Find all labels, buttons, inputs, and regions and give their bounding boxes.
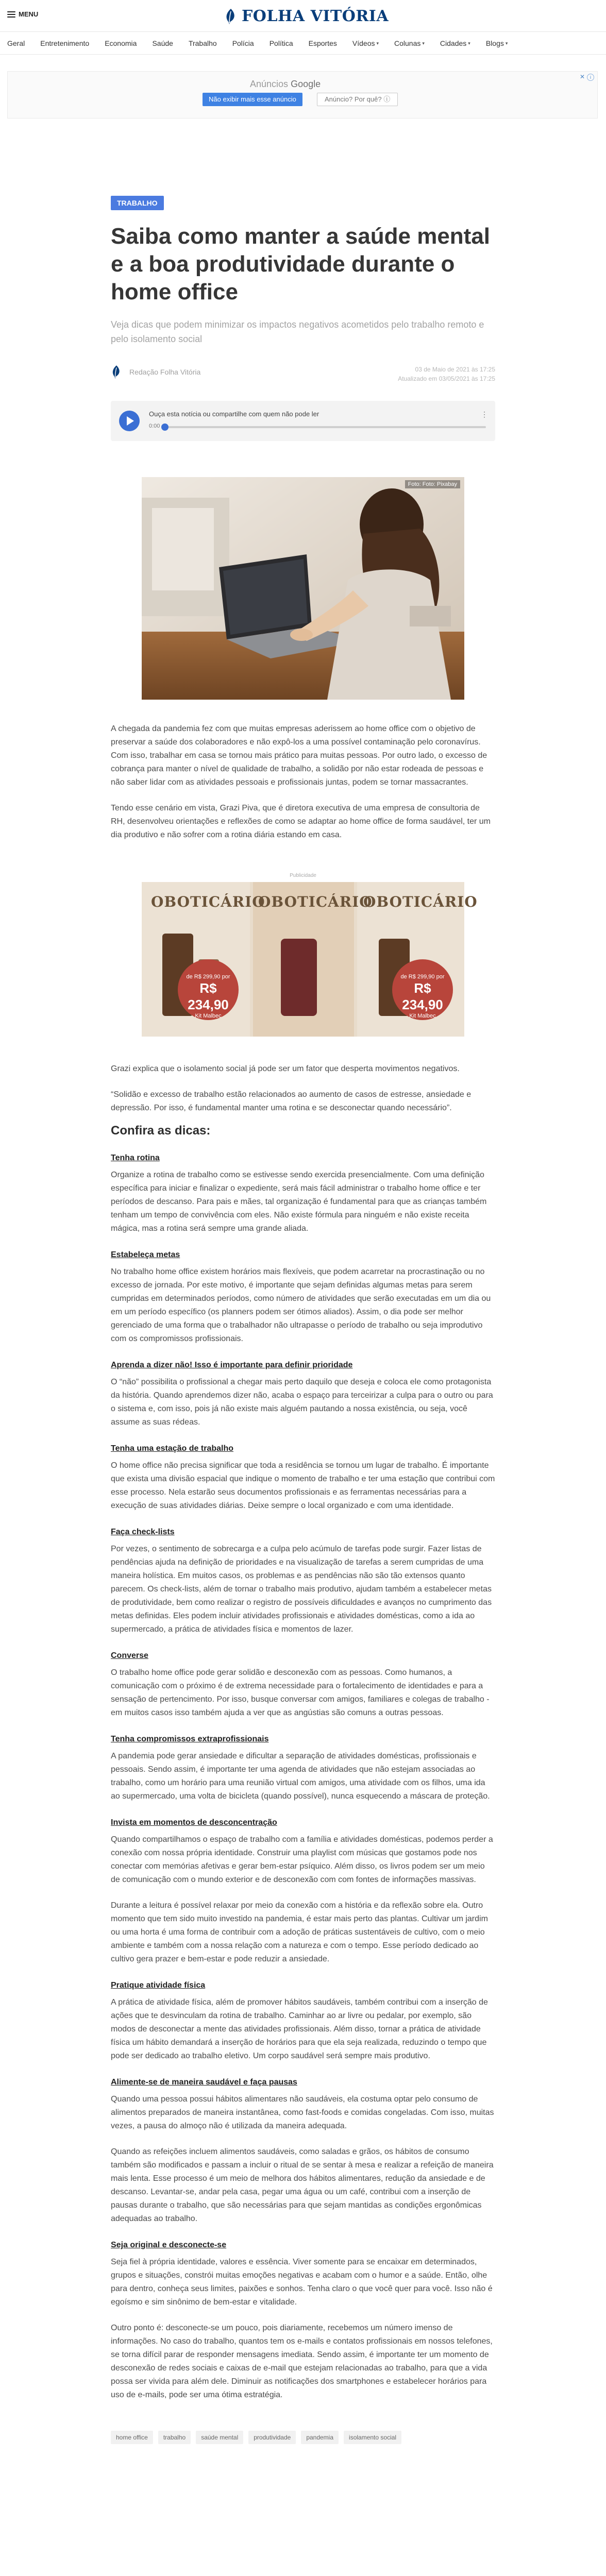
- tip-title: Alimente-se de maneira saudável e faça pausas: [111, 2078, 297, 2087]
- chevron-down-icon: ▾: [376, 40, 379, 46]
- top-ad: [7, 71, 598, 118]
- ad-brand-2: OBOTICÁRIO: [258, 893, 373, 910]
- category-badge[interactable]: TRABALHO: [111, 196, 164, 210]
- tip-title: Pratique atividade física: [111, 1981, 206, 1990]
- tag-link[interactable]: trabalho: [158, 2431, 191, 2444]
- article-subtitle: Veja dicas que podem minimizar os impactos negativos acometidos pelo trabalho remoto e pelo isolamento social: [111, 319, 484, 344]
- ad-brand-1: OBOTICÁRIO: [151, 893, 265, 910]
- tag-link[interactable]: produtividade: [248, 2431, 296, 2444]
- date-updated: Atualizado em 03/05/2021 às 17:25: [398, 375, 495, 382]
- tag-link[interactable]: pandemia: [301, 2431, 339, 2444]
- tip-title: Faça check-lists: [111, 1528, 175, 1536]
- player-progress-knob[interactable]: [161, 423, 169, 431]
- ad-close-icon[interactable]: ✕: [579, 73, 585, 80]
- tip-paragraph: A pandemia pode gerar ansiedade e dificultar a separação de atividades domésticas, profissionais e pessoais. Sendo assim, é importante ter uma agenda de atividades que não estejam associadas ao trabalho, como um horário para uma reunião virtual com amigos, uma atividade com os filhos, uma ida ao supermercado, uma volta de bicicleta (quando possível), nunca esquecendo a máscara de proteção.: [111, 1752, 490, 1801]
- menu-button[interactable]: [7, 10, 38, 18]
- ad-price-badge: de R$ 299,90 por R$ 234,90 Kit Malbec: [178, 959, 239, 1020]
- author-leaf-icon: [111, 365, 122, 379]
- nav-item-policia[interactable]: Polícia: [232, 39, 254, 47]
- tip-paragraph: Quando uma pessoa possui hábitos alimentares não saudáveis, ela costuma optar pelo consumo de alimentos preparados de maneira instantânea, como fast-foods e comidas congeladas. Com isso, muitas vezes, a pausa do almoço não é utilizada da maneira adequada.: [111, 2095, 494, 2130]
- tag-link[interactable]: isolamento social: [344, 2431, 401, 2444]
- menu-label: MENU: [19, 10, 39, 18]
- author-info: [111, 365, 200, 379]
- chevron-down-icon: ▾: [468, 40, 470, 46]
- author-name: Redação Folha Vitória: [129, 368, 201, 376]
- site-logo[interactable]: [224, 7, 389, 25]
- ad-banner[interactable]: [142, 882, 478, 1037]
- tip-paragraph: A prática de atividade física, além de promover hábitos saudáveis, também contribui com a inserção de ações que te desvinculam da rotina de trabalho. Caminhar ao ar livre ou pedalar, por exemplo, são modos de desconectar a mente das atividades profissionais. Além disso, tornar a prática de atividade física um hábito demandará a inserção de horários para que ela seja realizada, reduzindo o tempo que pode ser dedicado ao trabalho eletivo. Um corpo saudável será sempre mais produtivo.: [111, 1998, 488, 2060]
- player-text: Ouça esta notícia ou compartilhe com quem não pode ler: [149, 410, 319, 418]
- nav-item-blogs[interactable]: Blogs ▾: [485, 39, 508, 47]
- hamburger-icon: [7, 11, 15, 18]
- hero-image: [142, 477, 464, 700]
- tip-paragraph: Outro ponto é: desconecte-se um pouco, pois diariamente, recebemos um número imenso de informações. No caso do trabalho, quantos tem os e-mails e contatos profissionais em nossos telefones, se torna difícil parar de responder mensagens imediata. Sendo assim, é importante ter um momento de desconexão de redes sociais e caixas de e-mail que estejam relacionadas ao trabalho, para que a vida possa ser vivida para além dele. Diminuir as notificações dos smartphones e estabelecer horários para uso de e-mails, pode ser uma ótima estratégia.: [111, 2324, 493, 2399]
- tip-paragraph: No trabalho home office existem horários mais flexíveis, que podem acarretar na procrastinação ou no excesso de jornada. Por este motivo, é importante que sejam definidas algumas metas para serem cumpridas em determinados períodos, como número de atividades que serão executadas em um dia ou em um período específico (os planners podem ser ótimos aliados). Assim, o dia pode ser melhor gerenciado de uma forma que o trabalhador não ultrapasse o período de trabalho ou seja improdutivo com os compromissos profissionais.: [111, 1267, 491, 1343]
- article-meta: [111, 365, 495, 383]
- date-published: 03 de Maio de 2021 às 17:25: [415, 366, 495, 373]
- tips-heading: Confira as dicas:: [111, 1124, 211, 1138]
- ad-brand-3: OBOTICÁRIO: [363, 893, 478, 910]
- tip-paragraph: Seja fiel à própria identidade, valores e essência. Viver somente para se encaixar em determinados, grupos e situações, constrói muitas emoções negativas e acabam com o humor e a saúde. Então, olhe para dentro, conheça seus limites, paixões e sonhos. Tenha claro o que você quer para você. Isso não é egoísmo e sim sinônimo de bem-estar e vitalidade.: [111, 2258, 493, 2307]
- nav-item-videos[interactable]: Vídeos ▾: [352, 39, 379, 47]
- nav-item-saude[interactable]: Saúde: [152, 39, 173, 47]
- ad-why-button[interactable]: Anúncio? Por quê? ⓘ: [317, 93, 398, 106]
- chevron-down-icon: ▾: [505, 40, 508, 46]
- ad-price-badge: de R$ 299,90 por R$ 234,90 Kit Malbec: [392, 959, 453, 1020]
- nav-item-politica[interactable]: Política: [269, 39, 293, 47]
- player-more-icon[interactable]: ⋮: [481, 410, 488, 418]
- audio-player: [111, 401, 495, 441]
- nav-item-colunas[interactable]: Colunas ▾: [394, 39, 425, 47]
- ad-google-label: Anúncios Google: [250, 79, 321, 89]
- ad-stop-button[interactable]: Não exibir mais esse anúncio: [203, 93, 302, 106]
- article-body: [111, 722, 495, 2402]
- tip-title: Converse: [111, 1651, 148, 1660]
- paragraph: Tendo esse cenário em vista, Grazi Piva, que é diretora executiva de uma empresa de consultoria de RH, desenvolveu orientações e reflexões de como se adaptar ao home office de forma saudável, ter um dia produtivo e não sofrer com a rotina diária estando em casa.: [111, 804, 491, 839]
- play-icon[interactable]: [119, 411, 140, 431]
- paragraph: A chegada da pandemia fez com que muitas empresas aderissem ao home office com o objetivo de preservar a saúde dos colaboradores e não expô-los a uma possível contaminação pelo coronavírus. Com isso, trabalhar em casa se tornou mais prático para muitas pessoas. Por outro lado, o excesso de cobrança para manter o nível de qualidade de trabalho, a solidão por não estar rodeada de pessoas e não saber lidar com as atividades pessoais e profissionais juntas, podem se tornar massacrantes.: [111, 724, 487, 787]
- tips-list: [111, 1152, 495, 2402]
- tip-title: Tenha rotina: [111, 1154, 160, 1162]
- ad-info-icon[interactable]: i: [587, 74, 594, 81]
- image-credit: Foto: Foto: Pixabay: [405, 480, 460, 488]
- category-nav: [0, 32, 606, 55]
- chevron-down-icon: ▾: [422, 40, 425, 46]
- tip-title: Invista em momentos de desconcentração: [111, 1818, 277, 1827]
- article-title: Saiba como manter a saúde mental e a boa produtividade durante o home office: [111, 224, 491, 304]
- player-time: 0:00: [149, 423, 160, 429]
- tip-paragraph: Por vezes, o sentimento de sobrecarga e a culpa pelo acúmulo de tarefas pode surgir. Fazer listas de pendências ajuda na definição de prioridades e na visualização de tarefas a serem cumpridas de uma maneira holística. Em muitos casos, os problemas e as pendências não são tão extensos quanto parecem. Os check-lists, além de tornar o trabalho mais produtivo, ajudam também a estabelecer metas de produtividade, bem como realizar o registro de possíveis dificuldades e avanços no cumprimento das metas definidas. Eles podem incluir atividades profissionais e atividades domésticas, como a ida ao supermercado, a prática de atividades física e momentos de lazer.: [111, 1545, 492, 1634]
- tip-title: Seja original e desconecte-se: [111, 2241, 227, 2249]
- tag-link[interactable]: saúde mental: [196, 2431, 243, 2444]
- ad-label: Publicidade: [290, 873, 316, 878]
- tip-paragraph: O home office não precisa significar que toda a residência se tornou um lugar de trabalho. É importante que exista uma divisão espacial que indique o momento de trabalho e ter uma estação que contribui com esse processo. Nela estarão seus documentos profissionais e as ferramentas necessárias para a execução de suas atividades diárias. Deixe sempre o local organizado e com uma identidade.: [111, 1461, 495, 1510]
- mid-ad[interactable]: [142, 873, 478, 1050]
- tip-paragraph: O “não” possibilita o profissional a chegar mais perto daquilo que deseja e coloca ele como protagonista da história. Quando aprendemos dizer não, acaba o espaço para terceirizar a culpa para o outro ou para o sistema e, com isso, pois já não existe mais alguém pautando a nossa existência, ou seja, você assume as suas rédeas.: [111, 1378, 493, 1427]
- tip-paragraph: Quando compartilhamos o espaço de trabalho com a família e atividades domésticas, podemos perder a conexão com nossa própria identidade. Construir uma playlist com músicas que gostamos pode nos conectar com memórias afetivas e gerar bem-estar psíquico. Além disso, os livros podem ser um meio de comunicação com o mundo exterior e de desconexão com com fontes de informações massivas.: [111, 1835, 493, 1884]
- nav-item-esportes[interactable]: Esportes: [308, 39, 337, 47]
- article: [111, 118, 495, 2444]
- paragraph: Grazi explica que o isolamento social já pode ser um fator que desperta movimentos negativos.: [111, 1064, 460, 1073]
- tip-title: Tenha uma estação de trabalho: [111, 1444, 233, 1453]
- tip-paragraph: Durante a leitura é possível relaxar por meio da conexão com a história e da reflexão sobre ela. Outro momento que tem sido muito investido na pandemia, é estar mais perto das plantas. Cultivar um jardim ou uma horta é uma forma de contribuir com a adoção de práticas sustentáveis de cultivo, com o meio ambiente e também com a nossa relação com a natureza e com o tempo. Esse período dedicado ao cultivo gera prazer e bem-estar e pode reduzir a ansiedade.: [111, 1901, 488, 1963]
- logo-text: FOLHA VITÓRIA: [242, 7, 389, 25]
- nav-item-geral[interactable]: Geral: [7, 39, 25, 47]
- tip-paragraph: O trabalho home office pode gerar solidão e desconexão com as pessoas. Como humanos, a comunicação com o próximo é de extrema necessidade para o fortalecimento de identidades e para a sensação de pertencimento. Por isso, busque conversar com amigos, familiares e colegas de trabalho - em muitos casos isso também ajuda a ver que as angústias são comuns a outras pessoas.: [111, 1668, 490, 1717]
- tip-title: Estabeleça metas: [111, 1250, 180, 1259]
- nav-item-economia[interactable]: Economia: [105, 39, 137, 47]
- nav-item-trabalho[interactable]: Trabalho: [188, 39, 217, 47]
- player-progress-track[interactable]: [166, 426, 486, 428]
- folha-leaf-icon: [224, 8, 238, 25]
- tag-list: [111, 2431, 495, 2444]
- tag-link[interactable]: home office: [111, 2431, 153, 2444]
- article-dates: [398, 365, 495, 383]
- tip-title: Aprenda a dizer não! Isso é importante para definir prioridade: [111, 1361, 353, 1369]
- tip-paragraph: Organize a rotina de trabalho como se estivesse sendo exercida presencialmente. Com uma definição específica para iniciar e finalizar o expediente, será mais fácil administrar o trabalho home office e ter períodos de descanso. Para pais e mães, tal organização é fundamental para que as crianças também tenham um tempo de convivência com eles. Não existe fórmula para ninguém e não existe receita mágica, mas a rotina será sempre uma grande aliada.: [111, 1171, 487, 1233]
- nav-item-entretenimento[interactable]: Entretenimento: [40, 39, 90, 47]
- nav-item-cidades[interactable]: Cidades ▾: [440, 39, 470, 47]
- paragraph: “Solidão e excesso de trabalho estão relacionados ao aumento de casos de estresse, ansiedade e depressão. Por isso, é fundamental manter uma rotina e se desconectar quando necessário”.: [111, 1090, 472, 1112]
- woman-laptop-illustration: [142, 477, 464, 700]
- site-header: [0, 0, 606, 32]
- tip-paragraph: Quando as refeições incluem alimentos saudáveis, como saladas e grãos, os hábitos de consumo também são modificados e passam a incluir o ritual de se sentar à mesa e realizar a refeição de maneira mais lenta. Esse processo é um meio de melhora dos hábitos alimentares, redução da ansiedade e de descanso. Levantar-se, andar pela casa, pegar uma água ou um café, contribui com a inserção de pausas durante o trabalho, que são necessárias para que sejam mantidas as condições ergonômicas adequadas ao trabalho.: [111, 2147, 494, 2223]
- tip-title: Tenha compromissos extraprofissionais: [111, 1735, 269, 1743]
